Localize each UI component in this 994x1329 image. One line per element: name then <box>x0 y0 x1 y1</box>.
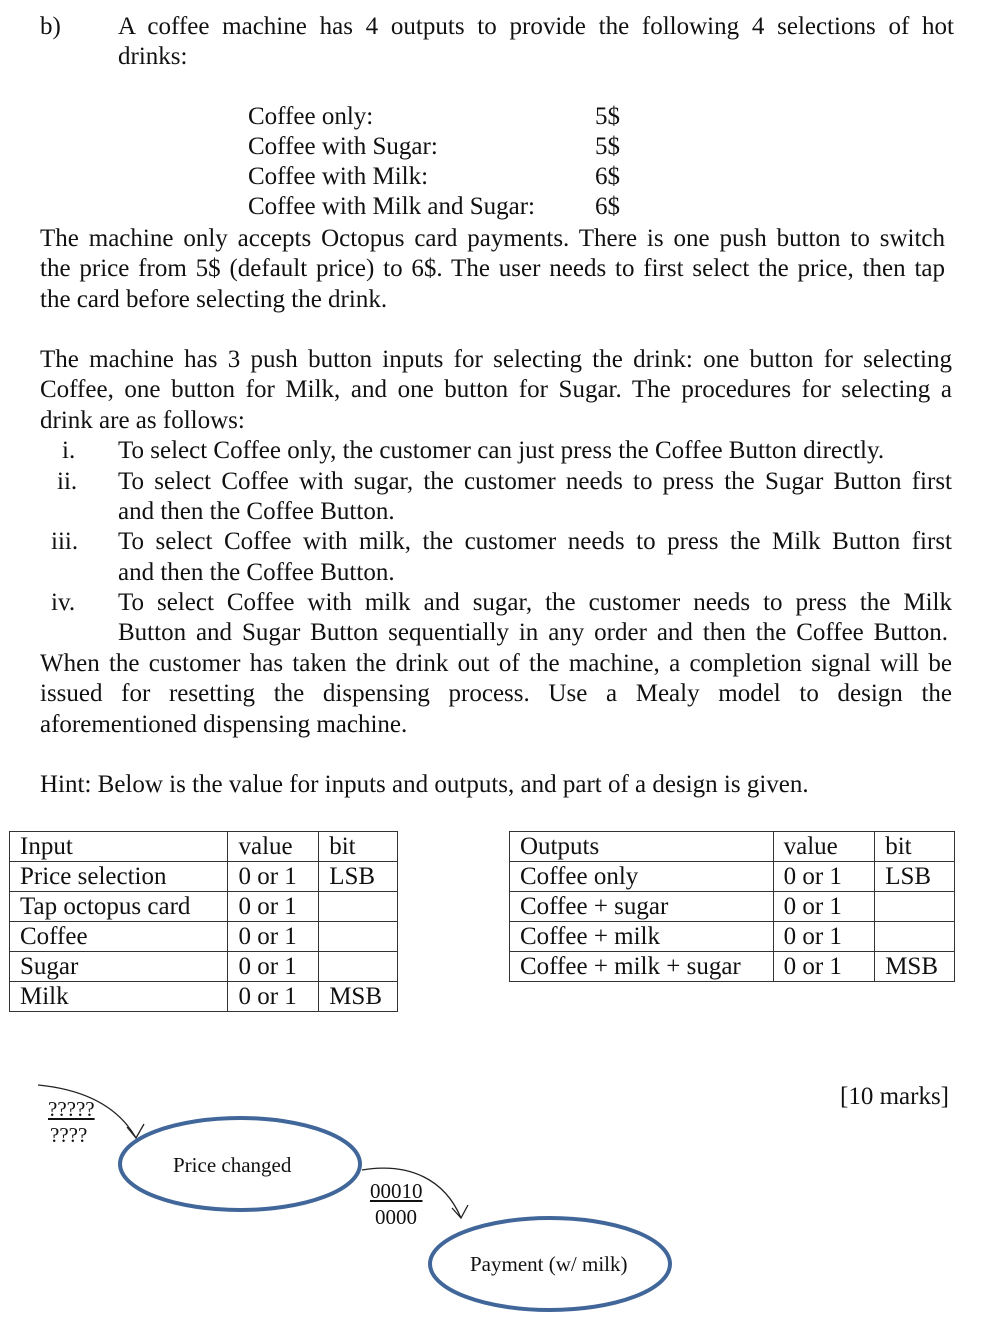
paragraph-line: The machine has 3 push button inputs for selecting the drink: one button for selecting <box>40 346 952 373</box>
table-cell: Coffee + milk + sugar <box>510 952 774 982</box>
table-header-cell: bit <box>875 832 955 862</box>
intro-line-2: drinks: <box>118 43 188 70</box>
transition-2-output: 0000 <box>375 1205 417 1229</box>
procedure-text: To select Coffee with sugar, the customer needs to press the Sugar Button first <box>118 468 952 495</box>
question-label: b) <box>40 13 61 40</box>
price-item: Coffee with Milk: <box>248 163 429 190</box>
paragraph-line: the price from 5$ (default price) to 6$. The user needs to first select the price, then tap <box>40 255 945 283</box>
table-cell: 0 or 1 <box>773 952 875 982</box>
paragraph-line: The machine only accepts Octopus card payments. There is one push button to switch <box>40 225 945 252</box>
table-cell: MSB <box>319 982 398 1012</box>
table-cell: MSB <box>875 952 955 982</box>
table-cell: Milk <box>10 982 228 1012</box>
table-cell: 0 or 1 <box>228 982 319 1012</box>
table-cell: 0 or 1 <box>228 922 319 952</box>
paragraph-line: When the customer has taken the drink out of the machine, a completion signal will be <box>40 650 952 677</box>
intro-line-1: A coffee machine has 4 outputs to provide the following 4 selections of hot <box>118 13 954 40</box>
table-cell: LSB <box>875 862 955 892</box>
paragraph-line: drink are as follows: <box>40 406 245 434</box>
state-1-label: Price changed <box>173 1153 292 1177</box>
table-cell: Coffee <box>10 922 228 952</box>
table-cell: 0 or 1 <box>228 862 319 892</box>
table-cell: 0 or 1 <box>773 892 875 922</box>
procedure-text: To select Coffee with milk and sugar, the customer needs to press the Milk <box>118 589 952 616</box>
table-cell: 0 or 1 <box>773 922 875 952</box>
table-cell: 0 or 1 <box>773 862 875 892</box>
paragraph-line: aforementioned dispensing machine. <box>40 710 408 738</box>
price-item: Coffee only: <box>248 103 374 130</box>
procedure-number: iv. <box>51 589 76 616</box>
price-value: 6$ <box>595 193 620 220</box>
table-header-cell: bit <box>319 832 398 862</box>
procedure-text: Button and Sugar Button sequentially in any order and then the Coffee Button. <box>118 619 948 646</box>
table-header-cell: value <box>773 832 875 862</box>
price-item: Coffee with Sugar: <box>248 133 438 160</box>
price-value: 5$ <box>595 133 620 160</box>
arrowhead-2 <box>452 1205 468 1218</box>
procedure-text: To select Coffee only, the customer can just press the Coffee Button directly. <box>118 437 885 464</box>
table-cell: Coffee + milk <box>510 922 774 952</box>
transition-1-output: ???? <box>50 1123 88 1147</box>
paragraph-line: the card before selecting the drink. <box>40 285 388 313</box>
table-header-cell: value <box>228 832 319 862</box>
table-cell: LSB <box>319 862 398 892</box>
paragraph-line: Coffee, one button for Milk, and one button for Sugar. The procedures for selecting a <box>40 376 952 404</box>
transition-1-input: ????? <box>48 1097 95 1121</box>
procedure-number: i. <box>62 437 76 464</box>
procedure-text: and then the Coffee Button. <box>118 498 395 525</box>
table-cell: Coffee only <box>510 862 774 892</box>
paragraph-line: issued for resetting the dispensing process. Use a Mealy model to design the <box>40 680 952 708</box>
state-2-label: Payment (w/ milk) <box>470 1252 628 1276</box>
price-value: 5$ <box>595 103 620 130</box>
procedure-number: iii. <box>51 528 79 555</box>
table-cell: 0 or 1 <box>228 892 319 922</box>
hint-text: Hint: Below is the value for inputs and outputs, and part of a design is given. <box>40 771 809 798</box>
marks-label: [10 marks] <box>840 1083 949 1110</box>
table-cell: Sugar <box>10 952 228 982</box>
procedure-text: To select Coffee with milk, the customer needs to press the Milk Button first <box>118 528 952 555</box>
procedure-number: ii. <box>57 468 78 495</box>
table-cell: Price selection <box>10 862 228 892</box>
procedure-text: and then the Coffee Button. <box>118 559 395 586</box>
table-header-cell: Outputs <box>510 832 774 862</box>
price-value: 6$ <box>595 163 620 190</box>
transition-2-input: 00010 <box>370 1179 423 1203</box>
table-cell: Tap octopus card <box>10 892 228 922</box>
table-header-cell: Input <box>10 832 228 862</box>
table-cell: 0 or 1 <box>228 952 319 982</box>
price-item: Coffee with Milk and Sugar: <box>248 193 535 220</box>
table-cell: Coffee + sugar <box>510 892 774 922</box>
